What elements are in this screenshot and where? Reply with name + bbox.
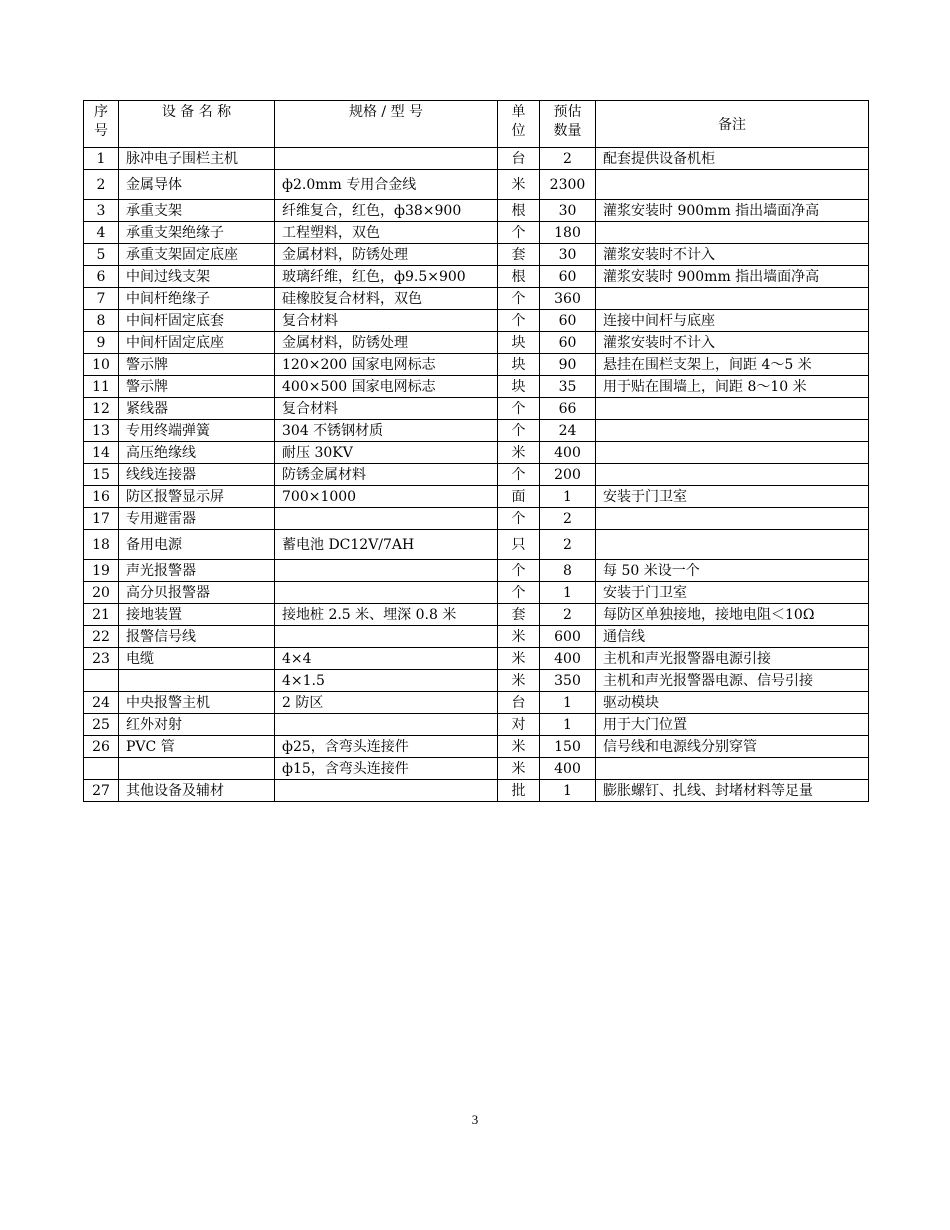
cell-remark bbox=[596, 758, 869, 780]
cell-qty: 350 bbox=[540, 670, 596, 692]
cell-qty: 2 bbox=[540, 508, 596, 530]
cell-name: 中间过线支架 bbox=[119, 266, 275, 288]
cell-name: 接地装置 bbox=[119, 604, 275, 626]
cell-qty: 8 bbox=[540, 560, 596, 582]
cell-qty: 180 bbox=[540, 222, 596, 244]
cell-no: 12 bbox=[84, 398, 119, 420]
cell-unit: 个 bbox=[498, 464, 540, 486]
cell-no: 9 bbox=[84, 332, 119, 354]
header-qty bbox=[540, 101, 596, 148]
cell-remark: 通信线 bbox=[596, 626, 869, 648]
table-row bbox=[84, 376, 869, 398]
cell-no: 26 bbox=[84, 736, 119, 758]
cell-name: 承重支架固定底座 bbox=[119, 244, 275, 266]
cell-remark: 膨胀螺钉、扎线、封堵材料等足量 bbox=[596, 780, 869, 802]
cell-name bbox=[119, 758, 275, 780]
cell-unit: 只 bbox=[498, 530, 540, 560]
table-row bbox=[84, 420, 869, 442]
cell-spec bbox=[275, 508, 498, 530]
cell-spec: 纤维复合，红色，ф38×900 bbox=[275, 200, 498, 222]
cell-no: 15 bbox=[84, 464, 119, 486]
cell-qty: 400 bbox=[540, 442, 596, 464]
cell-qty: 2 bbox=[540, 148, 596, 170]
table-body bbox=[84, 148, 869, 802]
cell-qty: 360 bbox=[540, 288, 596, 310]
cell-name: PVC 管 bbox=[119, 736, 275, 758]
cell-no: 13 bbox=[84, 420, 119, 442]
cell-unit: 根 bbox=[498, 266, 540, 288]
cell-unit: 套 bbox=[498, 604, 540, 626]
cell-spec bbox=[275, 714, 498, 736]
header-no bbox=[84, 101, 119, 148]
table-row bbox=[84, 670, 869, 692]
table-row bbox=[84, 736, 869, 758]
cell-no: 20 bbox=[84, 582, 119, 604]
table-row bbox=[84, 148, 869, 170]
table-row bbox=[84, 464, 869, 486]
cell-no: 16 bbox=[84, 486, 119, 508]
cell-qty: 60 bbox=[540, 266, 596, 288]
cell-no: 17 bbox=[84, 508, 119, 530]
cell-no: 10 bbox=[84, 354, 119, 376]
cell-unit: 批 bbox=[498, 780, 540, 802]
cell-unit: 个 bbox=[498, 288, 540, 310]
cell-no: 7 bbox=[84, 288, 119, 310]
cell-remark: 每 50 米设一个 bbox=[596, 560, 869, 582]
cell-name: 脉冲电子围栏主机 bbox=[119, 148, 275, 170]
cell-no: 22 bbox=[84, 626, 119, 648]
cell-unit: 米 bbox=[498, 758, 540, 780]
cell-unit: 个 bbox=[498, 310, 540, 332]
table-row bbox=[84, 560, 869, 582]
cell-remark: 每防区单独接地，接地电阻＜10Ω bbox=[596, 604, 869, 626]
table-row bbox=[84, 648, 869, 670]
cell-name: 备用电源 bbox=[119, 530, 275, 560]
cell-name: 其他设备及辅材 bbox=[119, 780, 275, 802]
cell-name: 报警信号线 bbox=[119, 626, 275, 648]
cell-unit: 个 bbox=[498, 582, 540, 604]
cell-qty: 30 bbox=[540, 244, 596, 266]
cell-remark bbox=[596, 508, 869, 530]
table-row bbox=[84, 486, 869, 508]
cell-spec: 工程塑料，双色 bbox=[275, 222, 498, 244]
cell-unit: 个 bbox=[498, 560, 540, 582]
cell-qty: 400 bbox=[540, 758, 596, 780]
header-name-text: 设 备 名 称 bbox=[161, 104, 232, 120]
cell-spec: 硅橡胶复合材料，双色 bbox=[275, 288, 498, 310]
cell-no bbox=[84, 670, 119, 692]
cell-name: 中间杆绝缘子 bbox=[119, 288, 275, 310]
cell-remark: 灌浆安装时不计入 bbox=[596, 332, 869, 354]
cell-remark: 安装于门卫室 bbox=[596, 582, 869, 604]
table-row bbox=[84, 222, 869, 244]
cell-no: 19 bbox=[84, 560, 119, 582]
cell-unit: 套 bbox=[498, 244, 540, 266]
table-row bbox=[84, 692, 869, 714]
table-row bbox=[84, 780, 869, 802]
table-row bbox=[84, 398, 869, 420]
header-unit-line-1: 单 bbox=[511, 104, 526, 120]
cell-qty: 90 bbox=[540, 354, 596, 376]
cell-qty: 60 bbox=[540, 332, 596, 354]
header-name bbox=[119, 101, 275, 148]
cell-spec: 304 不锈钢材质 bbox=[275, 420, 498, 442]
cell-no: 14 bbox=[84, 442, 119, 464]
header-unit-line-2: 位 bbox=[511, 123, 526, 139]
cell-no: 1 bbox=[84, 148, 119, 170]
cell-spec: ф2.0mm 专用合金线 bbox=[275, 170, 498, 200]
cell-spec: 金属材料，防锈处理 bbox=[275, 332, 498, 354]
cell-remark bbox=[596, 288, 869, 310]
cell-unit: 米 bbox=[498, 648, 540, 670]
cell-unit: 米 bbox=[498, 442, 540, 464]
cell-name: 红外对射 bbox=[119, 714, 275, 736]
cell-spec: 玻璃纤维，红色，ф9.5×900 bbox=[275, 266, 498, 288]
cell-unit: 个 bbox=[498, 420, 540, 442]
table-row bbox=[84, 244, 869, 266]
table-row bbox=[84, 354, 869, 376]
cell-no: 25 bbox=[84, 714, 119, 736]
cell-name: 承重支架 bbox=[119, 200, 275, 222]
cell-name: 防区报警显示屏 bbox=[119, 486, 275, 508]
table-row bbox=[84, 582, 869, 604]
cell-spec: ф15，含弯头连接件 bbox=[275, 758, 498, 780]
cell-name: 中央报警主机 bbox=[119, 692, 275, 714]
cell-remark: 用于贴在围墙上，间距 8～10 米 bbox=[596, 376, 869, 398]
cell-unit: 个 bbox=[498, 398, 540, 420]
cell-no: 23 bbox=[84, 648, 119, 670]
cell-remark bbox=[596, 170, 869, 200]
cell-name: 金属导体 bbox=[119, 170, 275, 200]
cell-spec bbox=[275, 560, 498, 582]
cell-remark: 悬挂在围栏支架上，间距 4～5 米 bbox=[596, 354, 869, 376]
cell-unit: 米 bbox=[498, 170, 540, 200]
cell-unit: 个 bbox=[498, 508, 540, 530]
cell-unit: 面 bbox=[498, 486, 540, 508]
table-row bbox=[84, 758, 869, 780]
cell-name: 警示牌 bbox=[119, 376, 275, 398]
cell-spec: 2 防区 bbox=[275, 692, 498, 714]
cell-unit: 块 bbox=[498, 354, 540, 376]
cell-no: 6 bbox=[84, 266, 119, 288]
table-row bbox=[84, 530, 869, 560]
cell-no: 11 bbox=[84, 376, 119, 398]
cell-unit: 块 bbox=[498, 332, 540, 354]
table-row bbox=[84, 310, 869, 332]
cell-name: 中间杆固定底座 bbox=[119, 332, 275, 354]
cell-name: 声光报警器 bbox=[119, 560, 275, 582]
cell-spec: 接地桩 2.5 米、埋深 0.8 米 bbox=[275, 604, 498, 626]
header-spec bbox=[275, 101, 498, 148]
table-row bbox=[84, 200, 869, 222]
cell-qty: 30 bbox=[540, 200, 596, 222]
cell-name: 紧线器 bbox=[119, 398, 275, 420]
cell-remark: 主机和声光报警器电源、信号引接 bbox=[596, 670, 869, 692]
cell-name: 中间杆固定底套 bbox=[119, 310, 275, 332]
cell-remark bbox=[596, 398, 869, 420]
table-row bbox=[84, 626, 869, 648]
table-row bbox=[84, 442, 869, 464]
cell-no: 18 bbox=[84, 530, 119, 560]
cell-remark: 灌浆安装时 900mm 指出墙面净高 bbox=[596, 200, 869, 222]
header-unit bbox=[498, 101, 540, 148]
cell-name bbox=[119, 670, 275, 692]
cell-name: 专用避雷器 bbox=[119, 508, 275, 530]
equipment-table bbox=[83, 100, 869, 802]
cell-remark: 信号线和电源线分别穿管 bbox=[596, 736, 869, 758]
cell-no bbox=[84, 758, 119, 780]
table-row bbox=[84, 714, 869, 736]
cell-name: 线线连接器 bbox=[119, 464, 275, 486]
table-row bbox=[84, 266, 869, 288]
table-row bbox=[84, 604, 869, 626]
cell-qty: 60 bbox=[540, 310, 596, 332]
header-no-line-2: 号 bbox=[94, 123, 108, 139]
table-row bbox=[84, 332, 869, 354]
cell-qty: 24 bbox=[540, 420, 596, 442]
cell-unit: 米 bbox=[498, 736, 540, 758]
cell-spec: 金属材料，防锈处理 bbox=[275, 244, 498, 266]
cell-remark bbox=[596, 442, 869, 464]
cell-qty: 66 bbox=[540, 398, 596, 420]
cell-spec: 防锈金属材料 bbox=[275, 464, 498, 486]
cell-unit: 根 bbox=[498, 200, 540, 222]
cell-name: 警示牌 bbox=[119, 354, 275, 376]
cell-qty: 35 bbox=[540, 376, 596, 398]
cell-qty: 1 bbox=[540, 582, 596, 604]
cell-name: 承重支架绝缘子 bbox=[119, 222, 275, 244]
cell-spec bbox=[275, 626, 498, 648]
cell-spec: 4×4 bbox=[275, 648, 498, 670]
cell-remark: 安装于门卫室 bbox=[596, 486, 869, 508]
cell-remark bbox=[596, 464, 869, 486]
cell-spec: ф25，含弯头连接件 bbox=[275, 736, 498, 758]
cell-name: 高分贝报警器 bbox=[119, 582, 275, 604]
cell-no: 24 bbox=[84, 692, 119, 714]
cell-remark: 主机和声光报警器电源引接 bbox=[596, 648, 869, 670]
cell-unit: 块 bbox=[498, 376, 540, 398]
header-qty-line-1: 预估 bbox=[553, 104, 582, 120]
cell-remark: 灌浆安装时 900mm 指出墙面净高 bbox=[596, 266, 869, 288]
cell-spec: 耐压 30KV bbox=[275, 442, 498, 464]
cell-spec: 复合材料 bbox=[275, 398, 498, 420]
cell-remark: 配套提供设备机柜 bbox=[596, 148, 869, 170]
header-qty-line-2: 数量 bbox=[553, 123, 582, 139]
page-number: 3 bbox=[471, 1112, 479, 1127]
cell-remark: 驱动模块 bbox=[596, 692, 869, 714]
header-remark-text: 备注 bbox=[718, 117, 746, 133]
cell-unit: 个 bbox=[498, 222, 540, 244]
cell-qty: 2 bbox=[540, 530, 596, 560]
cell-unit: 台 bbox=[498, 692, 540, 714]
cell-spec bbox=[275, 148, 498, 170]
cell-name: 专用终端弹簧 bbox=[119, 420, 275, 442]
cell-qty: 2 bbox=[540, 604, 596, 626]
cell-spec: 700×1000 bbox=[275, 486, 498, 508]
cell-qty: 600 bbox=[540, 626, 596, 648]
table-row bbox=[84, 508, 869, 530]
header-remark bbox=[596, 101, 869, 148]
cell-qty: 1 bbox=[540, 692, 596, 714]
cell-no: 27 bbox=[84, 780, 119, 802]
cell-spec bbox=[275, 780, 498, 802]
cell-remark: 灌浆安装时不计入 bbox=[596, 244, 869, 266]
cell-no: 5 bbox=[84, 244, 119, 266]
cell-remark bbox=[596, 222, 869, 244]
cell-spec: 120×200 国家电网标志 bbox=[275, 354, 498, 376]
header-spec-text: 规格 / 型 号 bbox=[348, 104, 424, 120]
cell-spec bbox=[275, 582, 498, 604]
cell-qty: 2300 bbox=[540, 170, 596, 200]
table-row bbox=[84, 170, 869, 200]
cell-remark bbox=[596, 530, 869, 560]
cell-qty: 400 bbox=[540, 648, 596, 670]
cell-unit: 台 bbox=[498, 148, 540, 170]
cell-unit: 对 bbox=[498, 714, 540, 736]
cell-spec: 蓄电池 DC12V/7AH bbox=[275, 530, 498, 560]
cell-qty: 150 bbox=[540, 736, 596, 758]
cell-no: 4 bbox=[84, 222, 119, 244]
cell-qty: 1 bbox=[540, 486, 596, 508]
cell-unit: 米 bbox=[498, 626, 540, 648]
cell-name: 高压绝缘线 bbox=[119, 442, 275, 464]
cell-unit: 米 bbox=[498, 670, 540, 692]
cell-spec: 复合材料 bbox=[275, 310, 498, 332]
cell-remark bbox=[596, 420, 869, 442]
cell-spec: 400×500 国家电网标志 bbox=[275, 376, 498, 398]
cell-qty: 200 bbox=[540, 464, 596, 486]
cell-spec: 4×1.5 bbox=[275, 670, 498, 692]
cell-qty: 1 bbox=[540, 780, 596, 802]
cell-no: 8 bbox=[84, 310, 119, 332]
cell-remark: 连接中间杆与底座 bbox=[596, 310, 869, 332]
cell-remark: 用于大门位置 bbox=[596, 714, 869, 736]
cell-no: 2 bbox=[84, 170, 119, 200]
cell-qty: 1 bbox=[540, 714, 596, 736]
table-row bbox=[84, 288, 869, 310]
cell-no: 21 bbox=[84, 604, 119, 626]
table-header-row bbox=[84, 101, 869, 148]
cell-no: 3 bbox=[84, 200, 119, 222]
header-no-line-1: 序 bbox=[94, 104, 108, 120]
cell-name: 电缆 bbox=[119, 648, 275, 670]
